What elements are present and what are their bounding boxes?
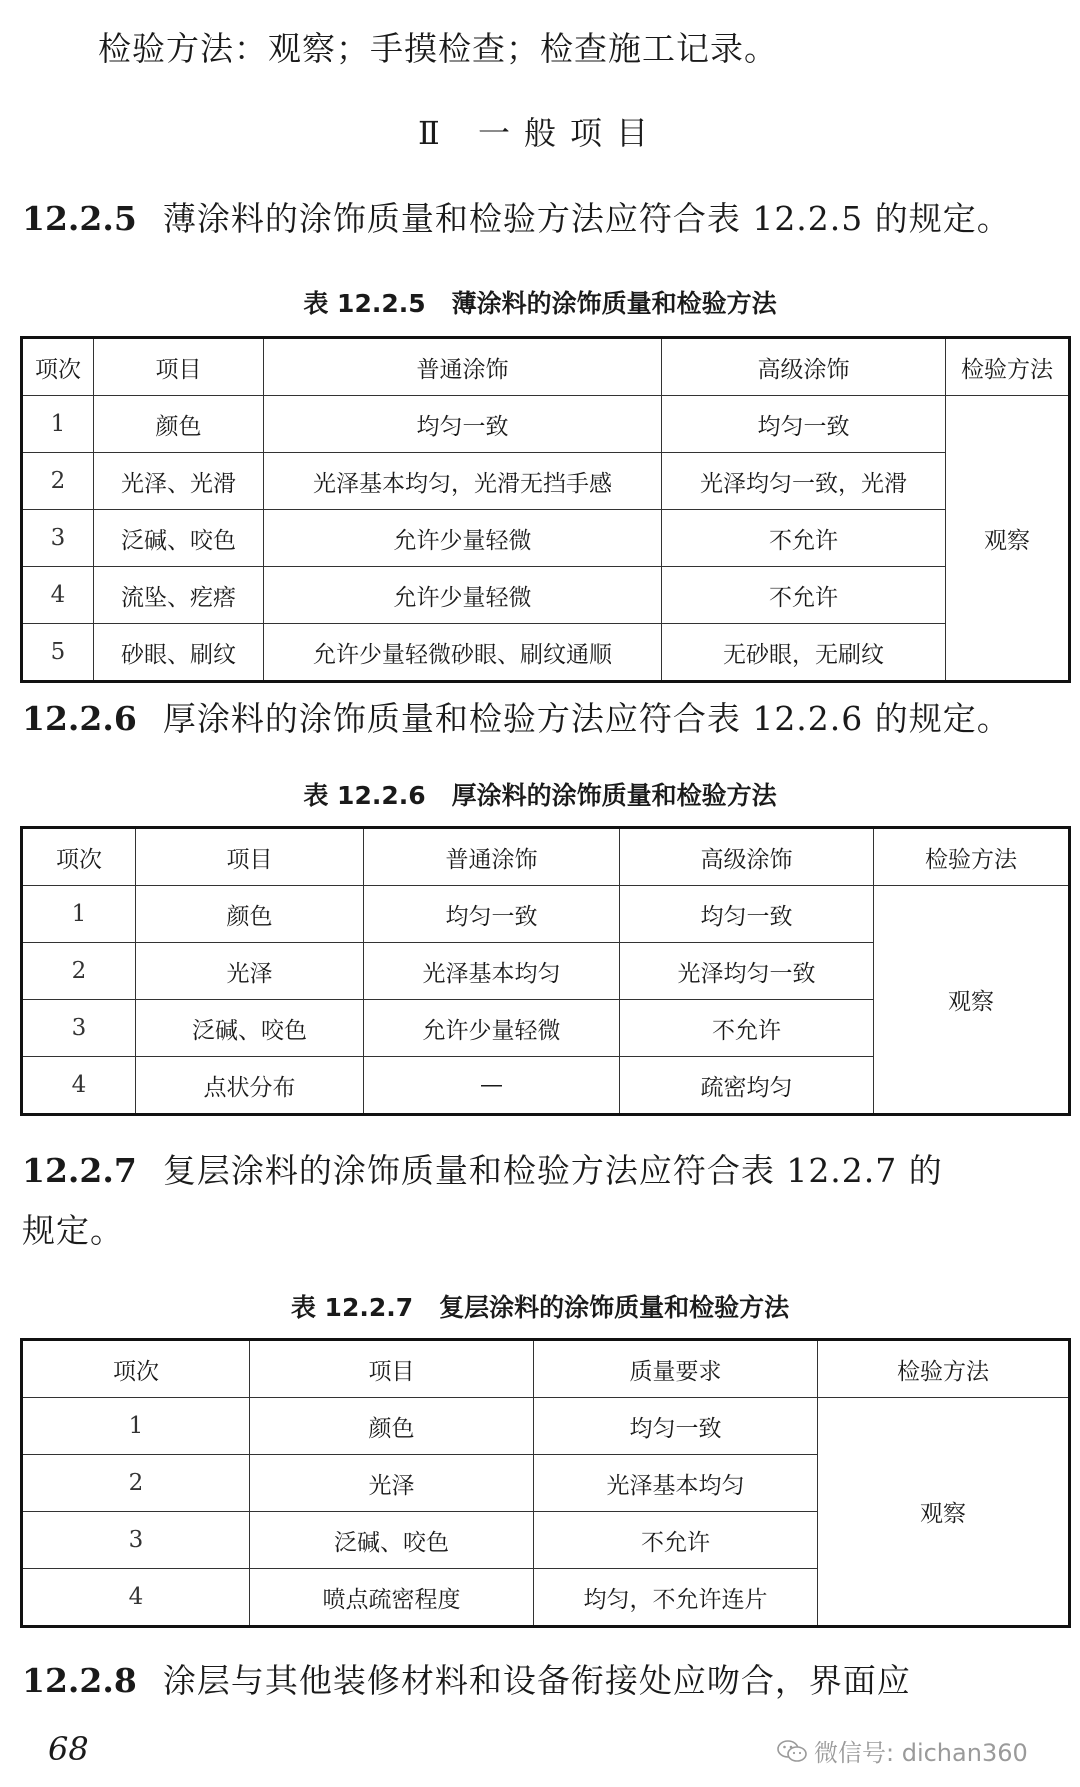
header-cell: 普通涂饰: [364, 828, 620, 886]
item-cell: 颜色: [136, 886, 364, 943]
row-index: 1: [22, 886, 136, 943]
clause-number: 12.2.7: [22, 1151, 137, 1190]
item-cell: 泛碱、咬色: [136, 1000, 364, 1057]
intro-text: 检验方法：观察；手摸检查；检查施工记录。: [98, 29, 778, 68]
clause-12-2-5: [22, 196, 1066, 242]
wechat-icon: [776, 1739, 808, 1763]
clause-text: 厚涂料的涂饰质量和检验方法应符合表 12.2.6 的规定。: [162, 699, 1011, 738]
clause-number: 12.2.6: [22, 699, 137, 738]
normal-finish-cell: 允许少量轻微: [264, 567, 662, 624]
header-cell: 高级涂饰: [662, 338, 946, 396]
quality-requirement-cell: 光泽基本均匀: [534, 1455, 818, 1512]
row-index: 2: [22, 943, 136, 1000]
quality-requirement-cell: 均匀，不允许连片: [534, 1569, 818, 1627]
row-index: 3: [22, 1512, 250, 1569]
header-cell: 项次: [22, 828, 136, 886]
premium-finish-cell: 无砂眼，无刷纹: [662, 624, 946, 682]
normal-finish-cell: 光泽基本均匀: [364, 943, 620, 1000]
premium-finish-cell: 疏密均匀: [620, 1057, 874, 1115]
item-cell: 砂眼、刷纹: [94, 624, 264, 682]
normal-finish-cell: 允许少量轻微: [264, 510, 662, 567]
row-index: 4: [22, 567, 94, 624]
item-cell: 泛碱、咬色: [250, 1512, 534, 1569]
table-header-row: [22, 828, 1070, 886]
premium-finish-cell: 光泽均匀一致: [620, 943, 874, 1000]
section-heading: Ⅱ 一般项目: [418, 114, 662, 152]
table-12-2-6-caption: [0, 776, 1080, 812]
item-cell: 颜色: [250, 1398, 534, 1455]
method-cell: 观察: [946, 396, 1070, 682]
item-cell: 光泽、光滑: [94, 453, 264, 510]
normal-finish-cell: 允许少量轻微砂眼、刷纹通顺: [264, 624, 662, 682]
header-cell: 项次: [22, 1340, 250, 1398]
table-12-2-7-caption: [0, 1288, 1080, 1324]
item-cell: 喷点疏密程度: [250, 1569, 534, 1627]
clause-text: 薄涂料的涂饰质量和检验方法应符合表 12.2.5 的规定。: [162, 199, 1011, 238]
table-row: [22, 1398, 1070, 1455]
row-index: 2: [22, 1455, 250, 1512]
table-12-2-5-caption: [0, 284, 1080, 320]
table-12-2-5: [20, 336, 1071, 683]
clause-number: 12.2.5: [22, 199, 137, 238]
item-cell: 流坠、疙瘩: [94, 567, 264, 624]
row-index: 1: [22, 396, 94, 453]
item-cell: 光泽: [136, 943, 364, 1000]
caption-number: 表 12.2.7: [290, 1293, 414, 1322]
normal-finish-cell: 光泽基本均匀，光滑无挡手感: [264, 453, 662, 510]
table-header-row: [22, 338, 1070, 396]
row-index: 4: [22, 1569, 250, 1627]
row-index: 4: [22, 1057, 136, 1115]
header-cell: 高级涂饰: [620, 828, 874, 886]
table-12-2-7: [20, 1338, 1071, 1628]
item-cell: 光泽: [250, 1455, 534, 1512]
row-index: 5: [22, 624, 94, 682]
header-cell: 检验方法: [874, 828, 1070, 886]
intro-line: [98, 26, 1066, 72]
caption-text: 厚涂料的涂饰质量和检验方法: [451, 781, 777, 810]
method-cell: 观察: [818, 1398, 1070, 1627]
premium-finish-cell: 光泽均匀一致，光滑: [662, 453, 946, 510]
page-number: 68: [48, 1730, 89, 1768]
premium-finish-cell: 不允许: [662, 567, 946, 624]
header-cell: 项目: [94, 338, 264, 396]
clause-12-2-6: [22, 696, 1066, 742]
normal-finish-cell: —: [364, 1057, 620, 1115]
premium-finish-cell: 均匀一致: [662, 396, 946, 453]
clause-text: 复层涂料的涂饰质量和检验方法应符合表 12.2.7 的: [162, 1151, 943, 1190]
item-cell: 点状分布: [136, 1057, 364, 1115]
clause-text: 涂层与其他装修材料和设备衔接处应吻合，界面应: [162, 1661, 911, 1700]
row-index: 3: [22, 510, 94, 567]
premium-finish-cell: 均匀一致: [620, 886, 874, 943]
clause-number: 12.2.8: [22, 1661, 137, 1700]
premium-finish-cell: 不允许: [620, 1000, 874, 1057]
table-row: [22, 624, 1070, 682]
quality-requirement-cell: 不允许: [534, 1512, 818, 1569]
row-index: 3: [22, 1000, 136, 1057]
item-cell: 颜色: [94, 396, 264, 453]
table-header-row: [22, 1340, 1070, 1398]
table-row: [22, 453, 1070, 510]
row-index: 2: [22, 453, 94, 510]
header-cell: 项次: [22, 338, 94, 396]
header-cell: 普通涂饰: [264, 338, 662, 396]
table-row: [22, 396, 1070, 453]
method-cell: 观察: [874, 886, 1070, 1115]
header-cell: 检验方法: [946, 338, 1070, 396]
normal-finish-cell: 均匀一致: [264, 396, 662, 453]
table-row: [22, 567, 1070, 624]
header-cell: 检验方法: [818, 1340, 1070, 1398]
row-index: 1: [22, 1398, 250, 1455]
table-row: [22, 886, 1070, 943]
clause-12-2-7-line2: [22, 1208, 1066, 1254]
table-12-2-6: [20, 826, 1071, 1116]
caption-text: 复层涂料的涂饰质量和检验方法: [439, 1293, 790, 1322]
normal-finish-cell: 均匀一致: [364, 886, 620, 943]
header-cell: 质量要求: [534, 1340, 818, 1398]
item-cell: 泛碱、咬色: [94, 510, 264, 567]
caption-number: 表 12.2.5: [303, 289, 426, 318]
watermark: [776, 1733, 1028, 1768]
header-cell: 项目: [250, 1340, 534, 1398]
caption-text: 薄涂料的涂饰质量和检验方法: [451, 289, 777, 318]
watermark-text: 微信号: dichan360: [814, 1739, 1028, 1767]
table-row: [22, 510, 1070, 567]
quality-requirement-cell: 均匀一致: [534, 1398, 818, 1455]
caption-number: 表 12.2.6: [303, 781, 426, 810]
clause-12-2-7-line1: [22, 1148, 1066, 1194]
clause-12-2-8: [22, 1658, 1066, 1704]
normal-finish-cell: 允许少量轻微: [364, 1000, 620, 1057]
header-cell: 项目: [136, 828, 364, 886]
clause-text-continued: 规定。: [22, 1211, 124, 1250]
premium-finish-cell: 不允许: [662, 510, 946, 567]
